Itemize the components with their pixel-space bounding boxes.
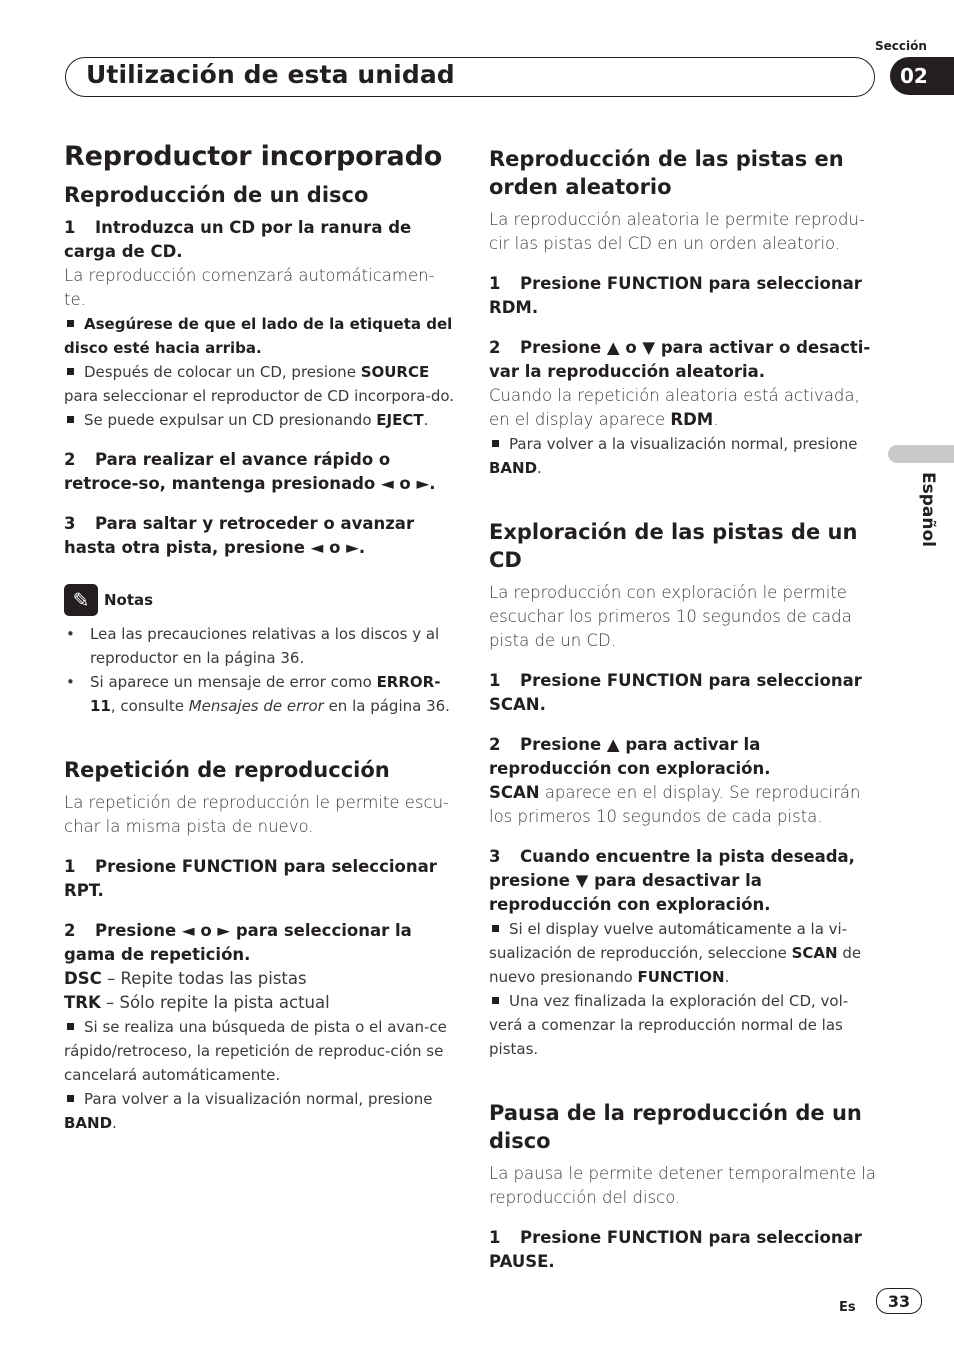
body-span: . [713, 410, 719, 429]
notes-title: Notas [104, 591, 154, 609]
bullet-text: Si se realiza una búsqueda de pista o el avan-ce rápido/retroceso, la repetición de reproduc-ción se cancelará automáticamente. [64, 1018, 447, 1084]
step-number: 2 [489, 338, 501, 357]
language-tab [888, 445, 954, 463]
body-text [489, 384, 881, 432]
body-text: La reproducción con exploración le permite escuchar los primeros 10 segundos de cada pista de un CD. [489, 583, 852, 650]
bullet-item [64, 360, 456, 408]
cross-reference: Mensajes de error [188, 697, 324, 715]
square-bullet-icon [492, 997, 499, 1004]
step-1 [64, 216, 456, 264]
square-bullet-icon [67, 1095, 74, 1102]
step-number: 2 [489, 735, 501, 754]
square-bullet-icon [67, 368, 74, 375]
step-text: Para realizar el avance rápido o retroce-so, mantenga presionado ◄ o ►. [64, 450, 436, 493]
bullet-item [489, 917, 881, 989]
note-text: en la página 36. [323, 697, 450, 715]
key-label: TRK [64, 993, 101, 1012]
bullet-item [489, 989, 881, 1061]
step-number: 1 [64, 218, 76, 237]
bullet-item [489, 432, 881, 480]
bullet-text: para seleccionar el reproductor de CD incorpora-do. [64, 387, 455, 405]
key-label: SCAN [489, 783, 540, 802]
body-text [489, 781, 881, 829]
bullet-text: . [724, 968, 730, 986]
key-label: SOURCE [360, 363, 430, 381]
step-2 [64, 448, 456, 496]
key-label: FUNCTION [637, 968, 725, 986]
page-number: 33 [876, 1288, 922, 1314]
body-span: Cuando la repetición aleatoria está activada, en el display aparece [489, 386, 860, 429]
step-3 [489, 845, 881, 917]
step-text: Presione FUNCTION para seleccionar SCAN. [489, 671, 862, 714]
right-column [489, 145, 881, 1274]
square-bullet-icon [492, 925, 499, 932]
step-text: Presione FUNCTION para seleccionar PAUSE. [489, 1228, 862, 1271]
step-text: Introduzca un CD por la ranura de carga de CD. [64, 218, 412, 261]
note-text: , consulte [110, 697, 189, 715]
bullet-text: de nuevo presionando [489, 944, 862, 986]
bullet-text: Después de colocar un CD, presione [84, 363, 361, 381]
step-2 [489, 336, 881, 384]
step-1 [64, 855, 456, 903]
bullet-item [64, 1087, 456, 1135]
step-number: 1 [489, 1228, 501, 1247]
option-text: – Sólo repite la pista actual [100, 993, 330, 1012]
step-3 [64, 512, 456, 560]
step-number: 1 [489, 274, 501, 293]
step-text: Para saltar y retroceder o avanzar hasta otra pista, presione ◄ o ►. [64, 514, 415, 557]
bullet-text: . [423, 411, 429, 429]
key-label: RDM [670, 410, 714, 429]
section-heading-disc: Reproducción de un disco [64, 183, 369, 207]
step-2 [64, 919, 456, 967]
section-heading-pause: Pausa de la reproducción de un disco [489, 1101, 862, 1153]
bullet-text: Si el display vuelve automáticamente a la vi-sualización de reproducción, seleccione [489, 920, 848, 962]
key-label: BAND [489, 459, 538, 477]
body-text: La repetición de reproducción le permite escu-char la misma pista de nuevo. [64, 793, 449, 836]
step-number: 2 [64, 450, 76, 469]
square-bullet-icon [67, 416, 74, 423]
chapter-title: Utilización de esta unidad [86, 60, 455, 89]
step-1 [489, 669, 881, 717]
bullet-item [64, 1015, 456, 1087]
left-column [64, 140, 456, 1135]
square-bullet-icon [492, 440, 499, 447]
key-label: EJECT [376, 411, 424, 429]
bullet-text: Para volver a la visualización normal, presione [509, 435, 858, 453]
bullet-item [64, 312, 456, 360]
bullet-text: Asegúrese de que el lado de la etiqueta del disco esté hacia arriba. [64, 315, 453, 357]
key-label: SCAN [791, 944, 838, 962]
square-bullet-icon [67, 1023, 74, 1030]
step-text: Presione FUNCTION para seleccionar RDM. [489, 274, 862, 317]
step-number: 3 [64, 514, 76, 533]
key-label: DSC [64, 969, 102, 988]
bullet-text: . [537, 459, 542, 477]
option-item [64, 991, 456, 1015]
step-text: Presione ▲ para activar la reproducción con exploración. [489, 735, 771, 778]
notes-header [64, 584, 456, 616]
pencil-icon: ✎ [64, 584, 98, 616]
body-text: La reproducción comenzará automáticamen-te. [64, 266, 435, 309]
note-item [64, 670, 456, 718]
step-2 [489, 733, 881, 781]
body-text: La reproducción aleatoria le permite reprodu-cir las pistas del CD en un orden aleatorio. [489, 210, 865, 253]
note-text: Si aparece un mensaje de error como [90, 673, 377, 691]
option-item [64, 967, 456, 991]
section-number-badge: 02 [890, 57, 954, 95]
step-number: 3 [489, 847, 501, 866]
square-bullet-icon [67, 320, 74, 327]
step-text: Presione ◄ o ► para seleccionar la gama de repetición. [64, 921, 412, 964]
note-item: • Lea las precauciones relativas a los discos y al reproductor en la página 36. [64, 622, 456, 670]
section-heading-random: Reproducción de las pistas en orden aleatorio [489, 147, 844, 199]
bullet-text: Una vez finalizada la exploración del CD, vol-verá a comenzar la reproducción normal de las pistas. [489, 992, 849, 1058]
key-label: ERROR-11 [90, 673, 441, 715]
step-number: 1 [64, 857, 76, 876]
language-code: Es [839, 1300, 856, 1315]
step-number: 1 [489, 671, 501, 690]
section-heading-scan: Exploración de las pistas de un CD [489, 520, 858, 572]
language-label: Español [918, 472, 938, 547]
bullet-item [64, 408, 456, 432]
bullet-text: Para volver a la visualización normal, presione [84, 1090, 433, 1108]
bullet-text: . [112, 1114, 117, 1132]
bullet-text: Se puede expulsar un CD presionando [84, 411, 377, 429]
section-label: Sección [875, 39, 927, 53]
step-text: Presione FUNCTION para seleccionar RPT. [64, 857, 437, 900]
step-1 [489, 1226, 881, 1274]
step-1 [489, 272, 881, 320]
step-number: 2 [64, 921, 76, 940]
step-text: Presione ▲ o ▼ para activar o desacti-var la reproducción aleatoria. [489, 338, 871, 381]
step-text: Cuando encuentre la pista deseada, presione ▼ para desactivar la reproducción con exploración. [489, 847, 855, 914]
body-text: La pausa le permite detener temporalmente la reproducción del disco. [489, 1164, 877, 1207]
option-text: – Repite todas las pistas [101, 969, 307, 988]
page-heading: Reproductor incorporado [64, 141, 443, 172]
key-label: BAND [64, 1114, 113, 1132]
section-heading-repeat: Repetición de reproducción [64, 758, 390, 782]
body-span: aparece en el display. Se reproducirán los primeros 10 segundos de cada pista. [489, 783, 861, 826]
